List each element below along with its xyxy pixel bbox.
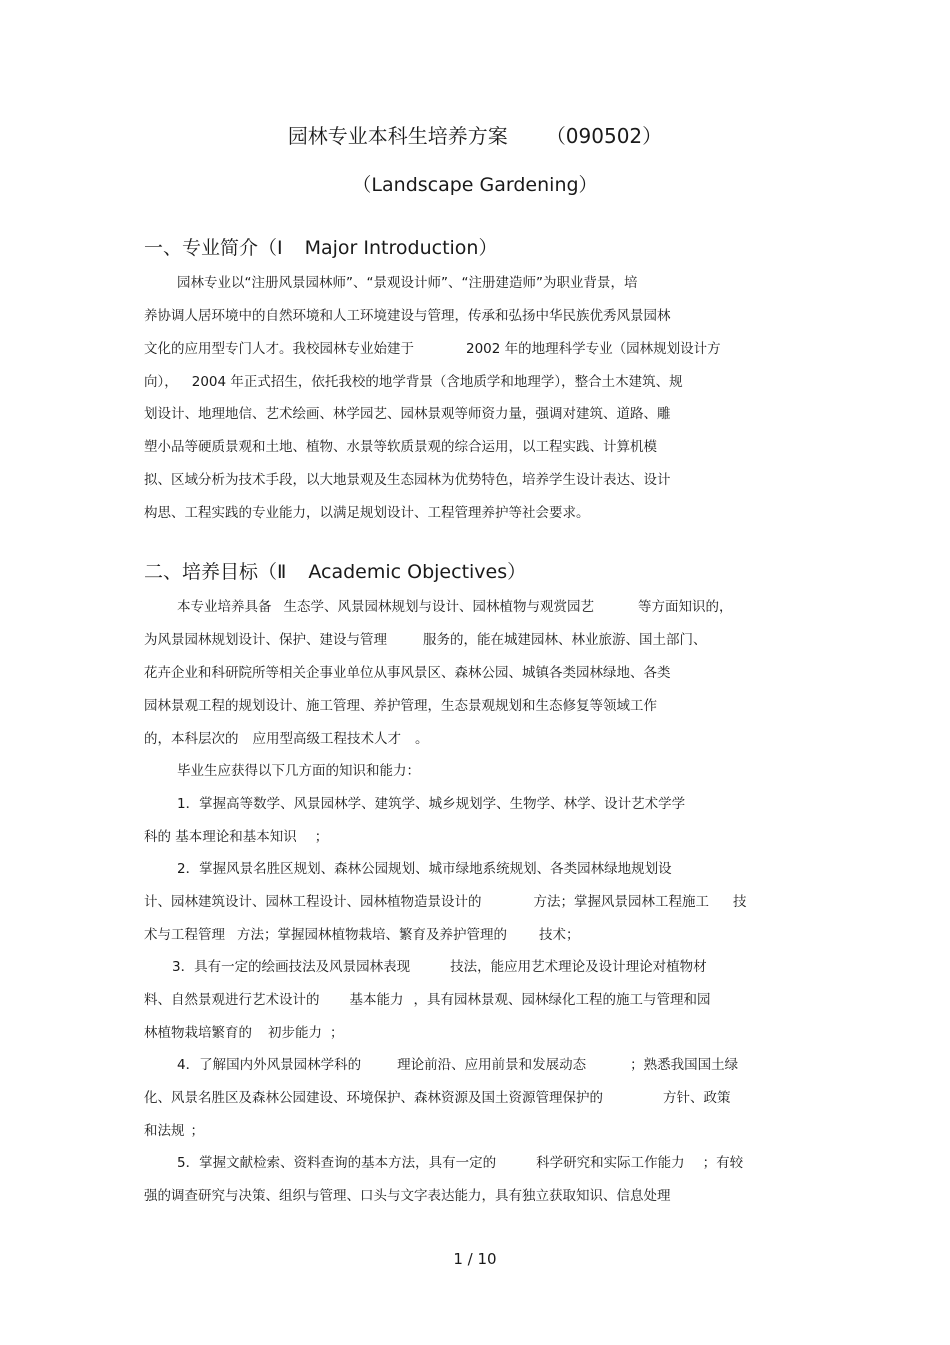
list-item-1: 1．掌握高等数学、风景园林学、建筑学、城乡规划学、生物学、林学、设计艺术学学 xyxy=(177,796,686,812)
paragraph-line: 为风景园林规划设计、保护、建设与管理 服务的，能在城建园林、林业旅游、国土部门、 xyxy=(144,632,707,648)
document-title xyxy=(0,120,950,149)
list-item-4: 4．了解国内外风景园林学科的 理论前沿、应用前景和发展动态 ；熟悉我国国土绿 xyxy=(177,1057,739,1073)
list-item-2-cont: 术与工程管理 方法；掌握园林植物栽培、繁育及养护管理的 技术； xyxy=(144,927,580,943)
paragraph-line: 拟、区域分析为技术手段，以大地景观及生态园林为优势特色，培养学生设计表达、设计 xyxy=(144,472,671,488)
list-item-5-cont: 强的调查研究与决策、组织与管理、口头与文字表达能力，具有独立获取知识、信息处理 xyxy=(144,1188,671,1204)
list-item-2: 2．掌握风景名胜区规划、森林公园规划、城市绿地系统规划、各类园林绿地规划设 xyxy=(177,861,672,877)
paragraph-line: 花卉企业和科研院所等相关企事业单位从事风景区、森林公园、城镇各类园林绿地、各类 xyxy=(144,665,671,681)
paragraph-line: 的，本科层次的 应用型高级工程技术人才 。 xyxy=(144,731,429,747)
paragraph-line: 园林景观工程的规划设计、施工管理、养护管理，生态景观规划和生态修复等领域工作 xyxy=(144,698,657,714)
title-text: 园林专业本科生培养方案 xyxy=(287,124,508,148)
list-item-3-cont: 林植物栽培繁育的 初步能力 ； xyxy=(144,1025,344,1041)
list-item-5: 5．掌握文献检索、资料查询的基本方法，具有一定的 科学研究和实际工作能力 ；有较 xyxy=(177,1155,744,1171)
paragraph-line: 向）， 2004 年正式招生，依托我校的地学背景（含地质学和地理学），整合土木建筑、规 xyxy=(144,374,683,390)
list-item-3: 3．具有一定的绘画技法及风景园林表现 技法，能应用艺术理论及设计理论对植物材 xyxy=(172,959,707,975)
major-code: （090502） xyxy=(545,124,663,148)
page-number: 1 / 10 xyxy=(453,1250,497,1268)
list-item-4-cont: 化、风景名胜区及森林公园建设、环境保护、森林资源及国土资源管理保护的 方针、政策 xyxy=(144,1090,731,1106)
section-heading-objectives: 二、培养目标（Ⅱ Academic Objectives） xyxy=(144,561,527,583)
paragraph-line: 塑小品等硬质景观和土地、植物、水景等软质景观的综合运用，以工程实践、计算机模 xyxy=(144,439,657,455)
document-subtitle: （Landscape Gardening） xyxy=(352,174,598,196)
paragraph-line: 本专业培养具备 生态学、风景园林规划与设计、园林植物与观赏园艺 等方面知识的， xyxy=(177,599,733,615)
paragraph-line: 园林专业以“注册风景园林师”、“景观设计师”、“注册建造师”为职业背景，培 xyxy=(177,275,638,291)
list-item-4-cont: 和法规 ； xyxy=(144,1123,204,1139)
section-heading-introduction: 一、专业简介（Ⅰ Major Introduction） xyxy=(144,237,498,259)
paragraph-line: 构思、工程实践的专业能力，以满足规划设计、工程管理养护等社会要求。 xyxy=(144,505,590,521)
paragraph-line: 文化的应用型专门人才。我校园林专业始建于 2002 年的地理科学专业（园林规划设计方 xyxy=(144,341,721,357)
paragraph-line: 养协调人居环境中的自然环境和人工环境建设与管理，传承和弘扬中华民族优秀风景园林 xyxy=(144,308,671,324)
paragraph-line: 毕业生应获得以下几方面的知识和能力： xyxy=(177,763,420,779)
list-item-3-cont: 料、自然景观进行艺术设计的 基本能力 ，具有园林景观、园林绿化工程的施工与管理和园 xyxy=(144,992,711,1008)
list-item-1-cont: 科的 基本理论和基本知识 ； xyxy=(144,829,329,845)
list-item-2-cont: 计、园林建筑设计、园林工程设计、园林植物造景设计的 方法；掌握风景园林工程施工 技 xyxy=(144,894,747,910)
paragraph-line: 划设计、地理地信、艺术绘画、林学园艺、园林景观等师资力量，强调对建筑、道路、雕 xyxy=(144,406,671,422)
